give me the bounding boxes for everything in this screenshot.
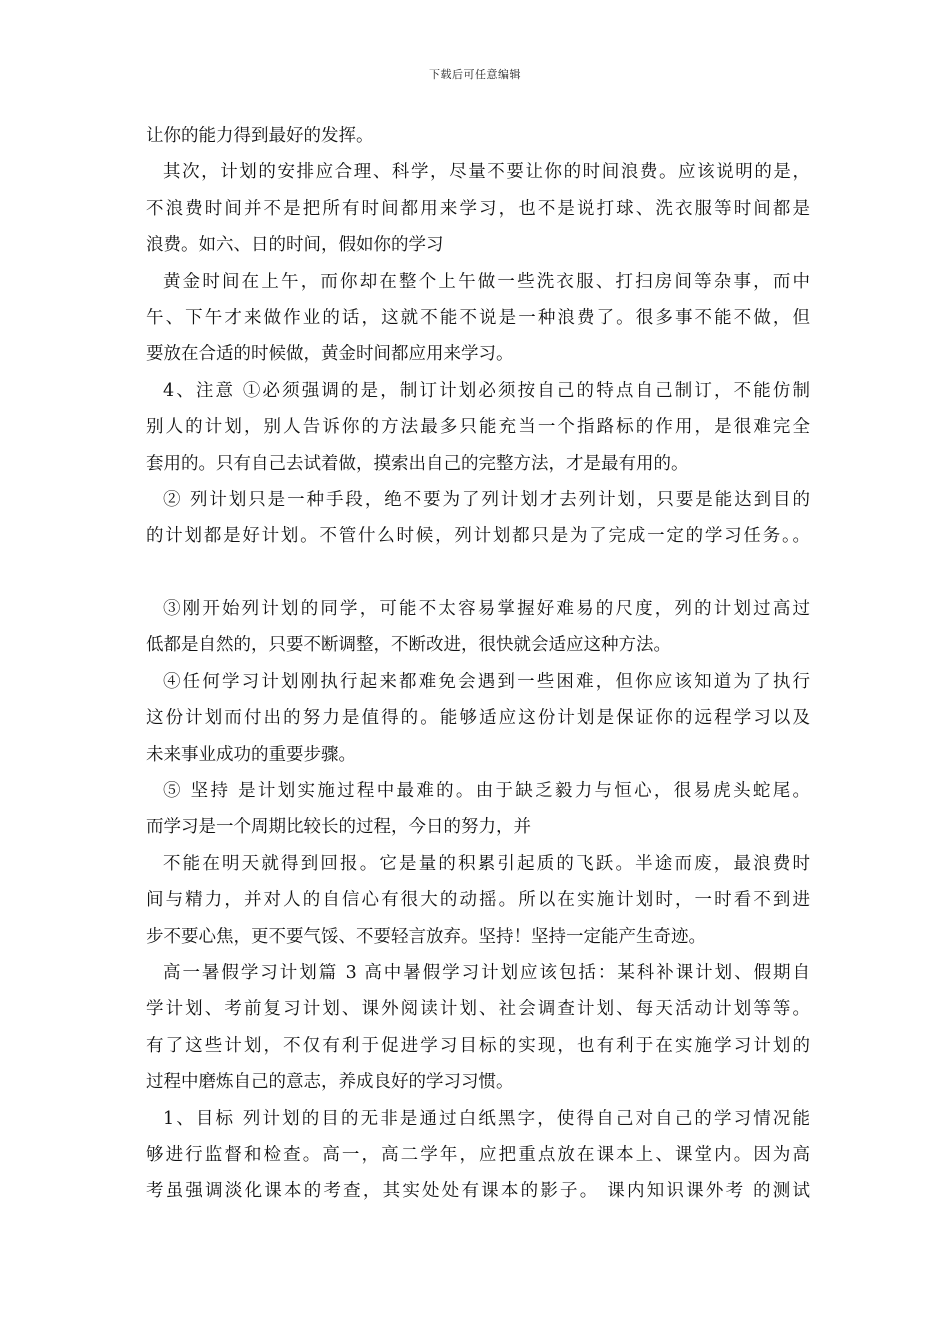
text-line: 1、目标 列计划的目的无非是通过白纸黑字，使得自己对自己的学习情况能 — [163, 1108, 810, 1129]
blank-line — [146, 555, 810, 591]
text-line: 高一暑假学习计划篇 3 高中暑假学习计划应该包括：某科补课计划、假期自 — [163, 962, 810, 983]
text-line: 不能在明天就得到回报。它是量的积累引起质的飞跃。半途而废，最浪费时 — [163, 853, 810, 874]
text-line: ④任何学习计划刚执行起来都难免会遇到一些困难，但你应该知道为了执行 — [163, 671, 810, 692]
document-body — [146, 118, 810, 1210]
text-line: 考虽强调淡化课本的考查，其实处处有课本的影子。 课内知识课外考 的测试 — [146, 1181, 810, 1202]
text-line: 套用的。只有自己去试着做，摸索出自己的完整方法，才是最有用的。 — [146, 453, 689, 474]
text-line: ③刚开始列计划的同学，可能不太容易掌握好难易的尺度，列的计划过高过 — [163, 599, 810, 620]
text-line: 这份计划而付出的努力是值得的。能够适应这份计划是保证你的远程学习以及 — [146, 708, 810, 729]
text-line: 4、注意 ①必须强调的是，制订计划必须按自己的特点自己制订，不能仿制 — [163, 380, 810, 401]
text-line: 浪费。如六、日的时间，假如你的学习 — [146, 235, 444, 256]
text-line: 而学习是一个周期比较长的过程，今日的努力，并 — [146, 817, 531, 838]
text-line: ② 列计划只是一种手段，绝不要为了列计划才去列计划，只要是能达到目的 — [163, 489, 810, 510]
text-line: 有了这些计划，不仅有利于促进学习目标的实现，也有利于在实施学习计划的 — [146, 1035, 810, 1056]
text-line: 别人的计划，别人告诉你的方法最多只能充当一个指路标的作用，是很难完全 — [146, 417, 810, 438]
page-header: 下载后可任意编辑 — [429, 68, 521, 81]
text-line: 的计划都是好计划。不管什么时候，列计划都只是为了完成一定的学习任务。。 — [146, 526, 810, 547]
text-line: 学计划、考前复习计划、课外阅读计划、社会调查计划、每天活动计划等等。 — [146, 999, 810, 1020]
text-line: 间与精力，并对人的自信心有很大的动摇。所以在实施计划时，一时看不到进 — [146, 890, 810, 911]
text-line: 不浪费时间并不是把所有时间都用来学习，也不是说打球、洗衣服等时间都是 — [146, 198, 810, 219]
text-line: 够进行监督和检查。高一，高二学年，应把重点放在课本上、课堂内。因为高 — [146, 1144, 810, 1165]
text-line: 午、下午才来做作业的话，这就不能不说是一种浪费了。很多事不能不做，但 — [146, 307, 810, 328]
text-line: 未来事业成功的重要步骤。 — [146, 744, 356, 765]
text-line: 步不要心焦，更不要气馁、不要轻言放弃。坚持！坚持一定能产生奇迹。 — [146, 926, 706, 947]
text-line: 过程中磨炼自己的意志，养成良好的学习习惯。 — [146, 1072, 514, 1093]
text-line: 低都是自然的，只要不断调整，不断改进，很快就会适应这种方法。 — [146, 635, 671, 656]
text-line: 让你的能力得到最好的发挥。 — [146, 126, 374, 146]
text-line: 其次，计划的安排应合理、科学，尽量不要让你的时间浪费。应该说明的是， — [163, 162, 810, 183]
text-line: ⑤ 坚持 是计划实施过程中最难的。由于缺乏毅力与恒心，很易虎头蛇尾。 — [163, 781, 810, 802]
text-line: 黄金时间在上午，而你却在整个上午做一些洗衣服、打扫房间等杂事，而中 — [163, 271, 810, 292]
text-line: 要放在合适的时候做，黄金时间都应用来学习。 — [146, 344, 514, 365]
